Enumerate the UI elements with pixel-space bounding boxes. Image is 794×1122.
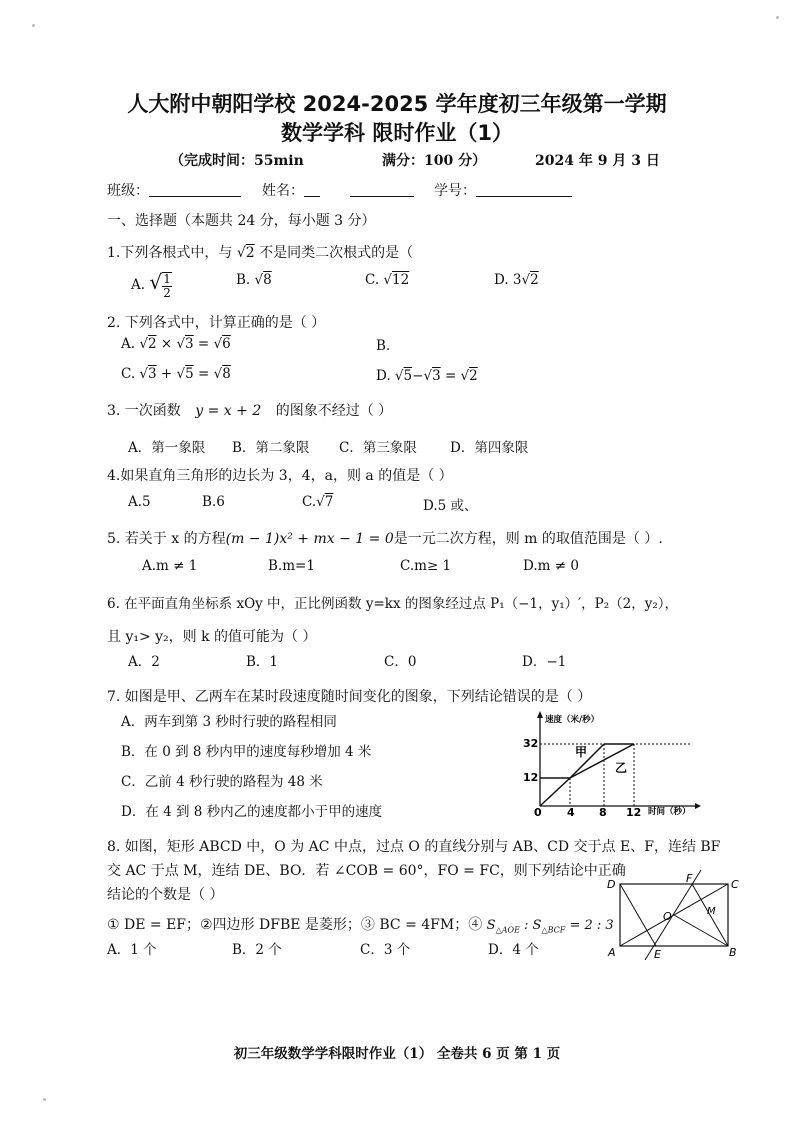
segment-de (620, 884, 656, 946)
q7-speed-time-graph (515, 708, 715, 818)
q7-option-c: C．乙前 4 秒行驶的路程为 48 米 (121, 774, 323, 790)
q2-option-d: D. √5−√3 = √2 (376, 368, 478, 384)
q1-c-label: C. (365, 272, 380, 288)
name-blank-2[interactable] (350, 182, 414, 197)
car-yi-segment-1 (540, 778, 570, 806)
q5-option-a: A.m ≠ 1 (142, 558, 198, 574)
q8-conclusions-text: ① DE = EF；②四边形 DFBE 是菱形；③ BC = 4FM；④ (107, 917, 483, 933)
q4-stem: 4.如果直角三角形的边长为 3，4，a，则 a 的值是（ ） (107, 468, 453, 484)
label-a: A (608, 946, 616, 959)
q7-stem: 7. 如图是甲、乙两车在某时段速度随时间变化的图象，下列结论错误的是（ ） (107, 689, 592, 705)
q6-option-d: D．−1 (522, 654, 567, 670)
q3-stem-a: 3. 一次函数 (107, 403, 181, 419)
series-label-yi: 乙 (615, 761, 628, 775)
section-heading: 一、选择题（本题共 24 分，每小题 3 分） (107, 213, 376, 229)
series-label-jia: 甲 (575, 745, 588, 759)
x-tick-0: 0 (534, 806, 542, 818)
full-score: 满分：100 分） (382, 153, 487, 169)
label-o: O (663, 910, 672, 923)
q5-stem (107, 528, 663, 548)
name-label: 姓名： (262, 183, 304, 199)
q8-area-ratio: $S_{\triangle AOE}$ : $S_{\triangle BCF} = 2$ : 3 (486, 918, 614, 935)
q7-option-b: B．在 0 到 8 秒内甲的速度每秒增加 4 米 (121, 744, 372, 760)
q5-option-b: B.m=1 (268, 558, 315, 574)
q8-option-a: A．1 个 (107, 942, 157, 958)
y-axis-label: 速度（米/秒） (545, 715, 600, 725)
completion-time: （完成时间：55min (170, 153, 304, 169)
q8-line-3: 结论的个数是（ ） (107, 887, 224, 903)
q8-rectangle-figure (600, 868, 750, 960)
q4-option-c: C.√7 (302, 494, 334, 510)
student-id-field[interactable] (434, 180, 572, 200)
q4-option-a: A.5 (128, 494, 151, 510)
q2-a-label: A. (121, 336, 136, 352)
x-axis-arrow (695, 803, 701, 809)
q2-option-a: A. √2 × √3 = √6 (121, 336, 231, 352)
label-b: B (729, 946, 737, 959)
q3-option-a: A．第一象限 (128, 440, 206, 456)
q3-option-d: D．第四象限 (450, 440, 529, 456)
exam-date: 2024 年 9 月 3 日 (535, 153, 660, 169)
exam-subtitle: 数学学科 限时作业（1） (281, 121, 513, 145)
q8-line-2: 交 AC 于点 M，连结 DE、BO．若 ∠COB = 60°，FO = FC，则下列结论中正确 (107, 863, 626, 879)
q1-stem-a: 1.下列各根式中，与 (107, 245, 233, 261)
q6-option-a: A．2 (128, 654, 160, 670)
q5-stem-b: 是一元二次方程，则 m 的取值范围是（ ）. (393, 531, 663, 547)
q6-stem: 6. 在平面直角坐标系 xOy 中，正比例函数 y=kx 的图象经过点 P₁（−1，y₁）′，P₂（2，y₂）， (107, 596, 679, 612)
q7-option-a: A．两车到第 3 秒时行驶的路程相同 (121, 714, 337, 730)
q3-expression: y = x + 2 (195, 403, 262, 419)
name-field[interactable] (262, 180, 414, 200)
name-blank-1[interactable] (304, 182, 320, 197)
q1-option-a (131, 270, 172, 300)
q2-c-label: C. (121, 366, 136, 382)
q8-option-b: B．2 个 (232, 942, 282, 958)
q1-b-label: B. (236, 272, 251, 288)
y-axis-arrow (537, 711, 543, 718)
q3-option-c: C．第三象限 (339, 440, 417, 456)
q4-c-label: C. (302, 494, 317, 510)
x-tick-12: 12 (626, 806, 642, 818)
id-label: 学号： (434, 183, 476, 199)
segment-bo (674, 915, 728, 946)
q1-d-label: D. (494, 272, 509, 288)
q2-option-c: C. √3 + √5 = √8 (121, 366, 231, 382)
q5-option-c: C.m≥ 1 (400, 558, 452, 574)
q1-a-label: A. (131, 277, 146, 293)
label-c: C (731, 878, 739, 891)
q2-option-b: B. (376, 338, 391, 354)
q3-stem (107, 400, 392, 420)
q4-option-d: D.5 或、 (423, 498, 478, 514)
scan-speck (43, 1098, 46, 1101)
id-blank[interactable] (476, 182, 572, 197)
class-field[interactable] (107, 180, 241, 200)
q8-conclusions (107, 914, 614, 935)
q8-option-d: D．4 个 (488, 942, 539, 958)
x-tick-4: 4 (567, 806, 575, 818)
class-label: 班级： (107, 183, 149, 199)
label-f: F (686, 872, 693, 885)
q2-d-label: D. (376, 368, 391, 384)
q8-line-1: 8. 如图，矩形 ABCD 中，O 为 AC 中点，过点 O 的直线分别与 AB、CD 交于点 E、F，连结 BF (107, 839, 721, 855)
q8-option-c: C．3 个 (360, 942, 411, 958)
q5-option-d: D.m ≠ 0 (523, 558, 579, 574)
q5-stem-a: 5. 若关于 x 的方程 (107, 531, 226, 547)
q3-stem-b: 的图象不经过（ ） (275, 403, 393, 419)
page-footer: 初三年级数学学科限时作业（1） 全卷共 6 页 第 1 页 (233, 1046, 561, 1062)
scan-speck (32, 24, 35, 27)
x-tick-8: 8 (599, 806, 607, 818)
q2-stem: 2. 下列各式中，计算正确的是（ ） (107, 315, 326, 331)
scan-speck (776, 16, 779, 19)
q6-stem-line2: 且 y₁> y₂，则 k 的值可能为（ ） (107, 629, 317, 645)
x-axis-label: 时间（秒） (648, 807, 691, 817)
q1-a-fraction: 1 2 (163, 271, 171, 300)
y-tick-32: 32 (523, 737, 539, 750)
q1-option-b: B. √8 (236, 272, 272, 288)
label-m: M (707, 906, 716, 917)
exam-title: 人大附中朝阳学校 2024-2025 学年度初三年级第一学期 (127, 92, 667, 116)
y-tick-12: 12 (523, 771, 539, 784)
q1-stem-b: 不是同类二次根式的是（ (259, 245, 414, 261)
label-d: D (607, 878, 616, 891)
q1-option-d: D. 3√2 (494, 272, 539, 288)
q1-option-c: C. √12 (365, 272, 410, 288)
q4-option-b: B.6 (202, 494, 225, 510)
q1-a-radical: √ (149, 270, 163, 294)
q5-expression: (m − 1)x² + mx − 1 = 0 (225, 531, 394, 547)
q6-option-b: B．1 (246, 654, 279, 670)
q3-option-b: B．第二象限 (232, 440, 310, 456)
q6-option-c: C．0 (384, 654, 417, 670)
q7-option-d: D．在 4 到 8 秒内乙的速度都小于甲的速度 (121, 804, 383, 820)
q1-sqrt2: √2 (236, 245, 255, 261)
q1-stem (107, 242, 413, 262)
class-blank[interactable] (149, 182, 241, 197)
label-e: E (654, 948, 661, 960)
